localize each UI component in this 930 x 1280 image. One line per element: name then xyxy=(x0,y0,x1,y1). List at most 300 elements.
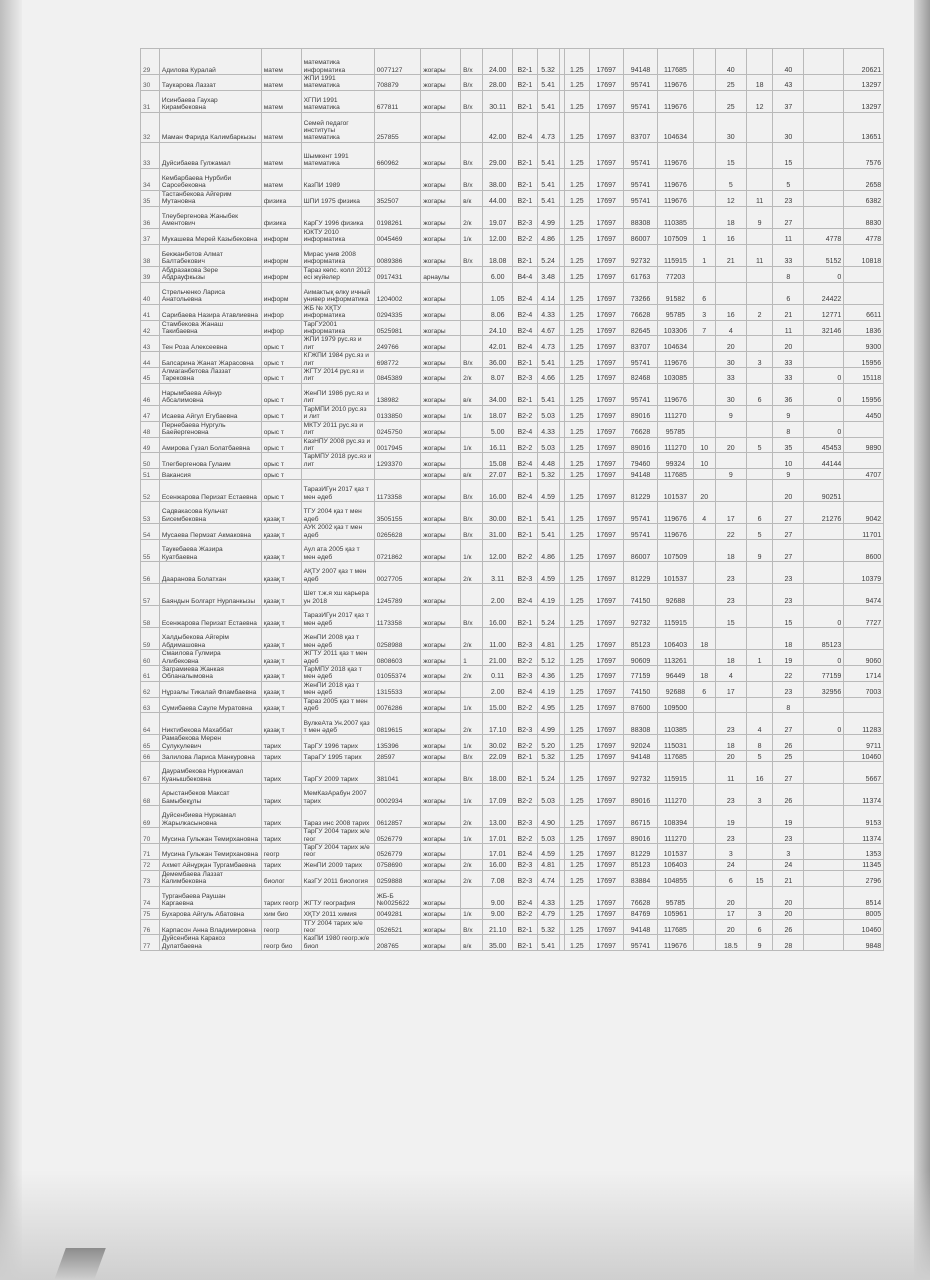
cell-cat: B2-2 xyxy=(513,735,537,751)
cell-k: 4.59 xyxy=(537,562,559,584)
cell-s2: 101537 xyxy=(658,480,693,502)
cell-exp: 18.00 xyxy=(483,762,513,784)
table-row xyxy=(141,244,912,266)
cell-exp: 24.00 xyxy=(483,49,513,75)
cell-x2: 20 xyxy=(715,336,746,352)
cell-subj: тарих геогр xyxy=(261,886,301,908)
cell-s2: 103085 xyxy=(658,368,693,384)
cell-level: жогары xyxy=(421,228,461,244)
cell-level: жогары xyxy=(421,806,461,828)
cell-subj: қазақ т xyxy=(261,650,301,666)
cell-x6: 13297 xyxy=(844,90,884,112)
cell-no: 68 xyxy=(141,784,160,806)
cell-s1: 95741 xyxy=(623,502,657,524)
cell-no: 40 xyxy=(141,282,160,304)
table-row xyxy=(141,697,912,713)
cell-x6: 6382 xyxy=(844,190,884,206)
cell-x3: 3 xyxy=(746,784,773,806)
cell-x5 xyxy=(804,870,844,886)
cell-x3 xyxy=(746,336,773,352)
cell-form: в/к xyxy=(461,383,483,405)
cell-subj: физика xyxy=(261,206,301,228)
cell-level: жогары xyxy=(421,469,461,480)
cell-edu: математика информатика xyxy=(301,49,374,75)
cell-name: Нұрзалы Тикалай Фламбаевна xyxy=(159,681,261,697)
cell-x4: 8 xyxy=(773,266,804,282)
cell-s1: 95741 xyxy=(623,383,657,405)
cell-k: 4.79 xyxy=(537,908,559,919)
cell-x5 xyxy=(804,751,844,762)
cell-s1: 88308 xyxy=(623,713,657,735)
cell-x4: 10 xyxy=(773,453,804,469)
table-row xyxy=(141,336,912,352)
cell-name: Даурамбекова Нурижамал Куанышбековна xyxy=(159,762,261,784)
cell-x2: 33 xyxy=(715,368,746,384)
cell-level: жогары xyxy=(421,383,461,405)
cell-form: 2/к xyxy=(461,870,483,886)
cell-level: жогары xyxy=(421,168,461,190)
cell-subj: инфор xyxy=(261,320,301,336)
cell-x6: 1836 xyxy=(844,320,884,336)
cell-k: 4.90 xyxy=(537,806,559,828)
cell-level: жогары xyxy=(421,480,461,502)
cell-diploma: 0198261 xyxy=(374,206,421,228)
cell-base: 17697 xyxy=(589,112,623,142)
table-row xyxy=(141,469,912,480)
cell-diploma: 1293370 xyxy=(374,453,421,469)
cell-x5: 0 xyxy=(804,368,844,384)
cell-base: 17697 xyxy=(589,859,623,870)
cell-x3 xyxy=(746,266,773,282)
cell-c1: 1.25 xyxy=(565,540,589,562)
cell-cat: B2-1 xyxy=(513,762,537,784)
table-row xyxy=(141,112,912,142)
cell-x3 xyxy=(746,665,773,681)
cell-name: Тастанбекова Айгерим Мутановна xyxy=(159,190,261,206)
cell-x4: 23 xyxy=(773,681,804,697)
cell-edu: ЖПИ 1991 математика xyxy=(301,75,374,91)
cell-exp: 18.07 xyxy=(483,405,513,421)
cell-s2: 119676 xyxy=(658,524,693,540)
cell-no: 66 xyxy=(141,751,160,762)
cell-cat: B2-1 xyxy=(513,469,537,480)
cell-x1 xyxy=(693,713,715,735)
cell-x4: 33 xyxy=(773,368,804,384)
cell-name: Ахмет Айнұрқан Тургамбаевна xyxy=(159,859,261,870)
cell-x4: 27 xyxy=(773,206,804,228)
cell-x2: 19 xyxy=(715,806,746,828)
cell-s1: 76628 xyxy=(623,421,657,437)
cell-x3 xyxy=(746,844,773,860)
cell-subj: қазақ т xyxy=(261,540,301,562)
cell-subj: орыс т xyxy=(261,469,301,480)
cell-x6: 9474 xyxy=(844,584,884,606)
cell-level: жогары xyxy=(421,190,461,206)
cell-x3: 5 xyxy=(746,437,773,453)
cell-form: 1/к xyxy=(461,405,483,421)
cell-x4: 6 xyxy=(773,282,804,304)
cell-no: 54 xyxy=(141,524,160,540)
cell-x3 xyxy=(746,282,773,304)
cell-exp: 22.09 xyxy=(483,751,513,762)
cell-x2: 16 xyxy=(715,304,746,320)
cell-name: Демембаева Лаззат Калимбековна xyxy=(159,870,261,886)
cell-subj: тарих xyxy=(261,784,301,806)
cell-s1: 85123 xyxy=(623,859,657,870)
cell-x4: 27 xyxy=(773,502,804,524)
cell-no: 38 xyxy=(141,244,160,266)
cell-x4: 26 xyxy=(773,784,804,806)
cell-x1 xyxy=(693,562,715,584)
cell-diploma: 0027705 xyxy=(374,562,421,584)
cell-x1 xyxy=(693,112,715,142)
cell-level: жогары xyxy=(421,453,461,469)
cell-form: B/x xyxy=(461,75,483,91)
cell-subj: тарих xyxy=(261,859,301,870)
cell-s1: 95741 xyxy=(623,168,657,190)
cell-edu: Шымкент 1991 математика xyxy=(301,142,374,168)
cell-cat: B2-4 xyxy=(513,421,537,437)
cell-s2: 96449 xyxy=(658,665,693,681)
cell-exp: 2.00 xyxy=(483,681,513,697)
cell-exp: 8.06 xyxy=(483,304,513,320)
cell-k: 4.14 xyxy=(537,282,559,304)
cell-x2 xyxy=(715,421,746,437)
cell-exp: 30.00 xyxy=(483,502,513,524)
cell-c1: 1.25 xyxy=(565,784,589,806)
cell-s2: 117685 xyxy=(658,469,693,480)
cell-edu: КазПИ 1989 xyxy=(301,168,374,190)
cell-base: 17697 xyxy=(589,421,623,437)
cell-s2: 119676 xyxy=(658,502,693,524)
cell-name: Тлеубергенова Жаныбек Аментович xyxy=(159,206,261,228)
cell-edu: ХГПИ 1991 математика xyxy=(301,90,374,112)
cell-no: 31 xyxy=(141,90,160,112)
cell-s2: 105961 xyxy=(658,908,693,919)
cell-k: 4.19 xyxy=(537,584,559,606)
cell-diploma: ЖБ-Б №0025622 xyxy=(374,886,421,908)
cell-x5: 0 xyxy=(804,421,844,437)
cell-k: 4.99 xyxy=(537,206,559,228)
cell-base: 17697 xyxy=(589,480,623,502)
table-row xyxy=(141,713,912,735)
table-row xyxy=(141,665,912,681)
cell-k: 4.67 xyxy=(537,320,559,336)
cell-s2: 101537 xyxy=(658,844,693,860)
cell-cat: B2-3 xyxy=(513,206,537,228)
cell-edu: ЖенПИ 1986 рус.яз и лит xyxy=(301,383,374,405)
cell-no: 52 xyxy=(141,480,160,502)
cell-s2: 104855 xyxy=(658,870,693,886)
cell-x2: 20 xyxy=(715,751,746,762)
cell-x2: 4 xyxy=(715,665,746,681)
cell-s1: 92024 xyxy=(623,735,657,751)
cell-exp: 42.00 xyxy=(483,112,513,142)
cell-x1 xyxy=(693,919,715,935)
cell-x2: 30 xyxy=(715,383,746,405)
cell-s2: 106403 xyxy=(658,628,693,650)
cell-no: 56 xyxy=(141,562,160,584)
cell-c1: 1.25 xyxy=(565,453,589,469)
cell-x4: 15 xyxy=(773,606,804,628)
cell-s1: 79460 xyxy=(623,453,657,469)
cell-no: 75 xyxy=(141,908,160,919)
cell-diploma: 0133850 xyxy=(374,405,421,421)
cell-k: 5.24 xyxy=(537,606,559,628)
cell-no: 58 xyxy=(141,606,160,628)
cell-s2: 110385 xyxy=(658,206,693,228)
cell-diploma: 0049281 xyxy=(374,908,421,919)
cell-x2: 11 xyxy=(715,762,746,784)
cell-edu: ЖГТУ 2011 қаз т мен әдеб xyxy=(301,650,374,666)
cell-name: Бухарова Айгуль Абатовна xyxy=(159,908,261,919)
cell-form xyxy=(461,584,483,606)
cell-diploma: 660962 xyxy=(374,142,421,168)
table-row xyxy=(141,383,912,405)
cell-diploma: 1204002 xyxy=(374,282,421,304)
cell-base: 17697 xyxy=(589,190,623,206)
cell-cat: B2-2 xyxy=(513,828,537,844)
cell-x1 xyxy=(693,49,715,75)
cell-level: жогары xyxy=(421,304,461,320)
cell-s1: 89016 xyxy=(623,784,657,806)
cell-x6: 13651 xyxy=(844,112,884,142)
cell-x1 xyxy=(693,75,715,91)
cell-edu: ВулкеАта Ун.2007 қаз т мен әдеб xyxy=(301,713,374,735)
cell-level: жогары xyxy=(421,935,461,951)
cell-diploma: 0245750 xyxy=(374,421,421,437)
cell-x6 xyxy=(844,453,884,469)
cell-x3: 5 xyxy=(746,524,773,540)
cell-exp: 17.01 xyxy=(483,828,513,844)
cell-x6 xyxy=(844,628,884,650)
cell-edu: ЖБ № ХҚТУ информатика xyxy=(301,304,374,320)
cell-subj: орыс т xyxy=(261,421,301,437)
cell-no: 59 xyxy=(141,628,160,650)
cell-exp: 16.00 xyxy=(483,480,513,502)
cell-diploma: 0526779 xyxy=(374,844,421,860)
cell-k: 5.12 xyxy=(537,650,559,666)
table-row xyxy=(141,90,912,112)
cell-x4: 9 xyxy=(773,405,804,421)
cell-x5 xyxy=(804,142,844,168)
cell-x1 xyxy=(693,142,715,168)
cell-x2: 20 xyxy=(715,919,746,935)
cell-x1 xyxy=(693,421,715,437)
cell-base: 17697 xyxy=(589,469,623,480)
cell-k: 5.41 xyxy=(537,524,559,540)
cell-k: 5.24 xyxy=(537,244,559,266)
cell-x4: 20 xyxy=(773,886,804,908)
cell-base: 17697 xyxy=(589,713,623,735)
cell-form: B/x xyxy=(461,606,483,628)
cell-no: 43 xyxy=(141,336,160,352)
cell-x4: 35 xyxy=(773,437,804,453)
cell-base: 17697 xyxy=(589,383,623,405)
cell-form: B/x xyxy=(461,919,483,935)
cell-s2: 95785 xyxy=(658,421,693,437)
cell-no: 77 xyxy=(141,935,160,951)
cell-diploma: 0721862 xyxy=(374,540,421,562)
cell-no: 71 xyxy=(141,844,160,860)
cell-s2: 117685 xyxy=(658,751,693,762)
cell-name: Баяндын Болгарт Нурланкызы xyxy=(159,584,261,606)
cell-x3 xyxy=(746,405,773,421)
table-row xyxy=(141,368,912,384)
cell-x6: 10460 xyxy=(844,751,884,762)
cell-x2 xyxy=(715,266,746,282)
cell-diploma: 1245789 xyxy=(374,584,421,606)
cell-x3 xyxy=(746,628,773,650)
cell-subj: тарих xyxy=(261,762,301,784)
cell-x5 xyxy=(804,49,844,75)
cell-s1: 95741 xyxy=(623,352,657,368)
cell-base: 17697 xyxy=(589,606,623,628)
cell-diploma: 138982 xyxy=(374,383,421,405)
cell-cat: B2-1 xyxy=(513,935,537,951)
cell-diploma: 708879 xyxy=(374,75,421,91)
cell-name: Сарибаева Назира Атавлиевна xyxy=(159,304,261,320)
cell-s1: 92732 xyxy=(623,762,657,784)
cell-edu: ТГУ 2004 тарих ж/е геог xyxy=(301,919,374,935)
cell-x6: 11374 xyxy=(844,828,884,844)
cell-x6: 5667 xyxy=(844,762,884,784)
cell-x5 xyxy=(804,90,844,112)
cell-diploma: 0917431 xyxy=(374,266,421,282)
cell-x4: 27 xyxy=(773,713,804,735)
cell-k: 4.66 xyxy=(537,368,559,384)
cell-cat: B2-2 xyxy=(513,784,537,806)
cell-k: 4.81 xyxy=(537,628,559,650)
cell-no: 67 xyxy=(141,762,160,784)
cell-diploma: 0017945 xyxy=(374,437,421,453)
cell-exp: 27.07 xyxy=(483,469,513,480)
cell-form: 1/к xyxy=(461,828,483,844)
cell-edu: Тараз инс 2008 тарих xyxy=(301,806,374,828)
cell-x4: 33 xyxy=(773,244,804,266)
cell-s1: 94148 xyxy=(623,919,657,935)
cell-diploma: 0845389 xyxy=(374,368,421,384)
cell-k: 4.99 xyxy=(537,713,559,735)
cell-x3 xyxy=(746,421,773,437)
cell-base: 17697 xyxy=(589,784,623,806)
cell-name: Карпасон Анна Владимировна xyxy=(159,919,261,935)
cell-s1: 95741 xyxy=(623,190,657,206)
cell-exp: 30.02 xyxy=(483,735,513,751)
cell-subj: қазақ т xyxy=(261,584,301,606)
cell-base: 17697 xyxy=(589,844,623,860)
cell-c1: 1.25 xyxy=(565,828,589,844)
cell-k: 5.32 xyxy=(537,49,559,75)
cell-x4: 27 xyxy=(773,540,804,562)
table-row xyxy=(141,628,912,650)
cell-x6: 9848 xyxy=(844,935,884,951)
cell-no: 57 xyxy=(141,584,160,606)
cell-c1: 1.25 xyxy=(565,562,589,584)
cell-x2: 30 xyxy=(715,352,746,368)
cell-edu: ЖенПИ 2018 қаз т мен әдеб xyxy=(301,681,374,697)
cell-x6: 10818 xyxy=(844,244,884,266)
cell-cat: B2-1 xyxy=(513,142,537,168)
table-row xyxy=(141,228,912,244)
cell-x4: 28 xyxy=(773,935,804,951)
cell-base: 17697 xyxy=(589,935,623,951)
cell-name: Заграмиева Жанкая Обланалымовна xyxy=(159,665,261,681)
cell-exp: 2.00 xyxy=(483,584,513,606)
cell-k: 4.73 xyxy=(537,112,559,142)
cell-c1: 1.25 xyxy=(565,304,589,320)
cell-level: арнаулы xyxy=(421,266,461,282)
cell-x6 xyxy=(844,697,884,713)
cell-base: 17697 xyxy=(589,584,623,606)
cell-x5 xyxy=(804,524,844,540)
cell-cat: B2-4 xyxy=(513,681,537,697)
table-row xyxy=(141,919,912,935)
cell-exp: 29.00 xyxy=(483,142,513,168)
cell-x3: 9 xyxy=(746,935,773,951)
cell-x2: 12 xyxy=(715,190,746,206)
cell-x5 xyxy=(804,168,844,190)
cell-subj: информ xyxy=(261,266,301,282)
cell-c1: 1.25 xyxy=(565,352,589,368)
cell-exp: 15.08 xyxy=(483,453,513,469)
cell-edu: ТарМПИ 2010 рус.яз и лит xyxy=(301,405,374,421)
cell-x5 xyxy=(804,352,844,368)
cell-exp: 0.11 xyxy=(483,665,513,681)
cell-c1: 1.25 xyxy=(565,228,589,244)
cell-x3: 6 xyxy=(746,919,773,935)
cell-x3: 16 xyxy=(746,762,773,784)
cell-x2: 9 xyxy=(715,469,746,480)
cell-level: жогары xyxy=(421,735,461,751)
cell-x4: 15 xyxy=(773,142,804,168)
cell-subj: орыс т xyxy=(261,336,301,352)
cell-x2: 16 xyxy=(715,228,746,244)
cell-level: жогары xyxy=(421,562,461,584)
cell-x2: 4 xyxy=(715,320,746,336)
cell-c1: 1.25 xyxy=(565,908,589,919)
cell-s2: 109500 xyxy=(658,697,693,713)
cell-x2: 18 xyxy=(715,650,746,666)
cell-exp: 5.00 xyxy=(483,421,513,437)
cell-form xyxy=(461,844,483,860)
cell-s1: 89016 xyxy=(623,828,657,844)
cell-name: Мусина Гульжан Темирхановна xyxy=(159,828,261,844)
cell-x4: 23 xyxy=(773,828,804,844)
cell-base: 17697 xyxy=(589,266,623,282)
cell-x4: 9 xyxy=(773,469,804,480)
cell-level: жогары xyxy=(421,859,461,870)
cell-no: 48 xyxy=(141,421,160,437)
cell-level: жогары xyxy=(421,584,461,606)
cell-level: жогары xyxy=(421,870,461,886)
cell-subj: инфор xyxy=(261,304,301,320)
cell-form: 2/к xyxy=(461,859,483,870)
cell-form: 2/к xyxy=(461,562,483,584)
table-row xyxy=(141,650,912,666)
cell-x6: 8830 xyxy=(844,206,884,228)
cell-diploma: 0612857 xyxy=(374,806,421,828)
cell-edu: ТарГУ 2004 тарих ж/е геог xyxy=(301,844,374,860)
cell-s1: 82645 xyxy=(623,320,657,336)
cell-diploma: 208765 xyxy=(374,935,421,951)
cell-x3 xyxy=(746,168,773,190)
cell-x3 xyxy=(746,606,773,628)
cell-no: 36 xyxy=(141,206,160,228)
cell-no: 34 xyxy=(141,168,160,190)
cell-exp: 44.00 xyxy=(483,190,513,206)
cell-x1: 6 xyxy=(693,282,715,304)
